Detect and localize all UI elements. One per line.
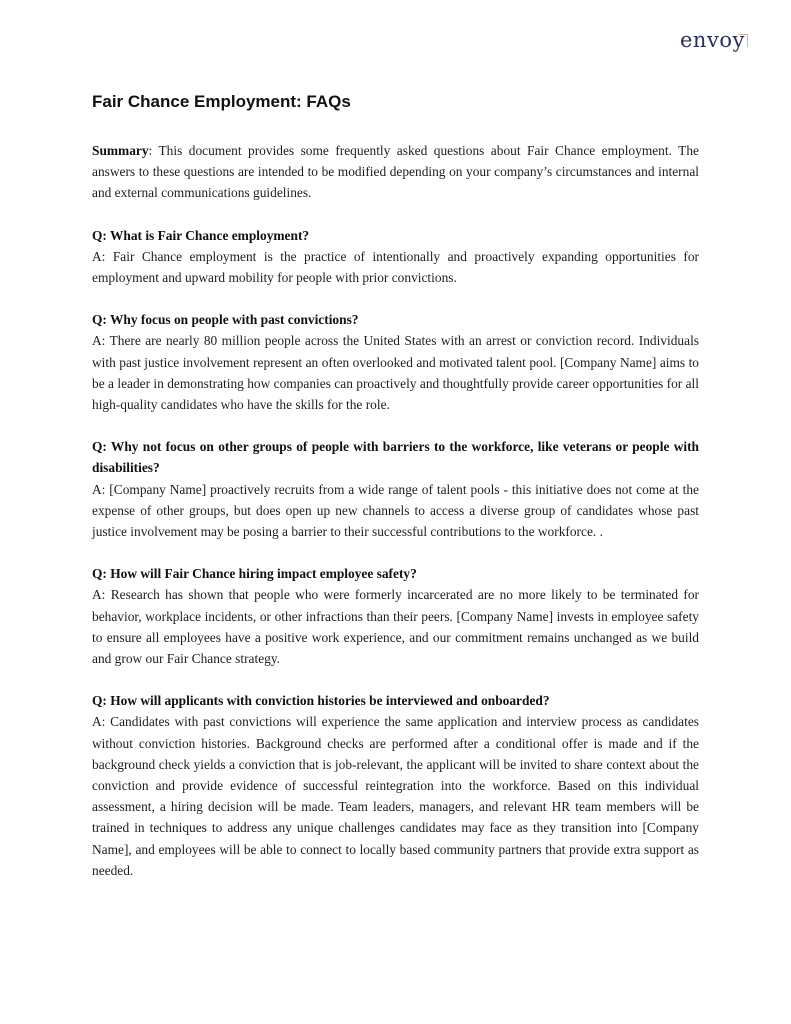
envoy-logo: envoy xyxy=(680,28,745,52)
faq-answer: A: [Company Name] proactively recruits from a wide range of talent pools - this initiative does not come at the expense of other groups, but does open up new channels to access a diverse group of candidates whose past justice involvement may be posing a barrier to their successful contributions to the workforce. . xyxy=(92,481,699,540)
summary-paragraph xyxy=(92,140,699,204)
faq-question: Q: What is Fair Chance employment? xyxy=(92,227,310,243)
faq-item xyxy=(92,309,699,415)
faq-answer: A: Research has shown that people who were formerly incarcerated are no more likely to be terminated for behavior, workplace incidents, or other infractions than their peers. [Company Name] invests in employee safety to ensure all employees have a positive work experience, and our commitment remains unchanged as we build and grow our Fair Chance strategy. xyxy=(92,587,699,667)
faq-question: Q: Why focus on people with past convictions? xyxy=(92,312,359,328)
summary-label: Summary xyxy=(92,143,149,158)
faq-question: Q: How will Fair Chance hiring impact employee safety? xyxy=(92,566,417,582)
page-title: Fair Chance Employment: FAQs xyxy=(92,92,351,111)
logo-corner-mark-icon xyxy=(738,34,748,47)
faq-item xyxy=(92,225,699,289)
faq-item xyxy=(92,436,699,542)
faq-answer: A: Fair Chance employment is the practice of intentionally and proactively expanding opportunities for employment and upward mobility for people with prior convictions. xyxy=(92,248,699,286)
faq-question: Q: Why not focus on other groups of people with barriers to the workforce, like veterans or people with disabilities? xyxy=(92,439,699,476)
faq-item xyxy=(92,690,699,881)
summary-text: : This document provides some frequently asked questions about Fair Chance employment. The answers to these questions are intended to be modified depending on your company’s circumstances and internal and external communications guidelines. xyxy=(92,143,699,201)
document-body xyxy=(92,140,699,902)
faq-question: Q: How will applicants with conviction histories be interviewed and onboarded? xyxy=(92,693,550,709)
faq-answer: A: There are nearly 80 million people across the United States with an arrest or conviction record. Individuals with past justice involvement represent an often overlooked and motivated talent pool. [Company Name] aims to be a leader in demonstrating how companies can proactively and thoughtfully provide career opportunities for all high-quality candidates who have the skills for the role. xyxy=(92,333,699,413)
faq-answer: A: Candidates with past convictions will experience the same application and interview process as candidates without conviction histories. Background checks are performed after a conditional offer is made and if the background check yields a conviction that is job-relevant, the applicant will be invited to share context about the conviction and provide evidence of successful reintegration into the workforce. Based on this individual assessment, a hiring decision will be made. Team leaders, managers, and relevant HR team members will be trained in techniques to address any unique challenges candidates may face as they transition into [Company Name], and employees will be able to connect to locally based community partners that provide extra support as needed. xyxy=(92,714,699,878)
faq-item xyxy=(92,563,699,669)
